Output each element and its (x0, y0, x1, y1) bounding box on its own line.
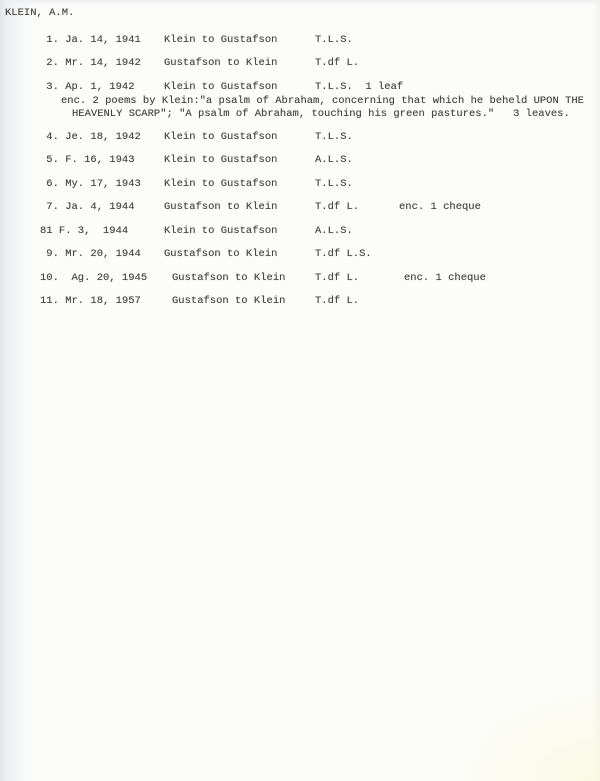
entry-format: T.df L. (315, 201, 360, 213)
entry-parties: Gustafson to Klein (164, 57, 278, 69)
entry-parties: Klein to Gustafson (164, 154, 278, 166)
entry-parties: Klein to Gustafson (164, 81, 278, 93)
entry-format: T.df L. (315, 57, 360, 69)
page-heading: KLEIN, A.M. (5, 7, 75, 19)
entry-format: T.df L.S. (315, 248, 372, 260)
entry-format: T.L.S. (315, 178, 353, 190)
entry-format: T.L.S. 1 leaf (315, 81, 404, 93)
entry-parties: Gustafson to Klein (172, 272, 286, 284)
entry-number-date: 9. Mr. 20, 1944 (40, 248, 141, 260)
entry-note-line: enc. 2 poems by Klein:"a psalm of Abraham, concerning that which he beheld UPON THE (61, 95, 584, 107)
entry-number-date: 2. Mr. 14, 1942 (40, 57, 141, 69)
entry-enclosure: enc. 1 cheque (399, 201, 481, 213)
entry-format: A.L.S. (315, 154, 353, 166)
entry-note-line: HEAVENLY SCARP"; "A psalm of Abraham, touching his green pastures." 3 leaves. (72, 108, 570, 120)
entry-number-date: 7. Ja. 4, 1944 (40, 201, 135, 213)
entry-number-date: 5. F. 16, 1943 (40, 154, 135, 166)
entry-number-date: 81 F. 3, 1944 (40, 225, 129, 237)
entry-parties: Klein to Gustafson (164, 34, 278, 46)
entry-enclosure: enc. 1 cheque (404, 272, 486, 284)
entry-number-date: 10. Ag. 20, 1945 (40, 272, 148, 284)
entry-format: T.df L. (315, 272, 360, 284)
entry-format: T.L.S. (315, 131, 353, 143)
entry-number-date: 3. Ap. 1, 1942 (40, 81, 135, 93)
entry-parties: Klein to Gustafson (164, 131, 278, 143)
entry-format: T.df L. (315, 295, 360, 307)
entry-parties: Gustafson to Klein (164, 201, 278, 213)
entry-parties: Gustafson to Klein (172, 295, 286, 307)
entry-number-date: 11. Mr. 18, 1957 (40, 295, 141, 307)
entry-format: T.L.S. (315, 34, 353, 46)
entry-number-date: 6. My. 17, 1943 (40, 178, 141, 190)
entry-parties: Klein to Gustafson (164, 225, 278, 237)
entry-number-date: 1. Ja. 14, 1941 (40, 34, 141, 46)
entry-parties: Gustafson to Klein (164, 248, 278, 260)
entry-parties: Klein to Gustafson (164, 178, 278, 190)
entry-number-date: 4. Je. 18, 1942 (40, 131, 141, 143)
entry-format: A.L.S. (315, 225, 353, 237)
